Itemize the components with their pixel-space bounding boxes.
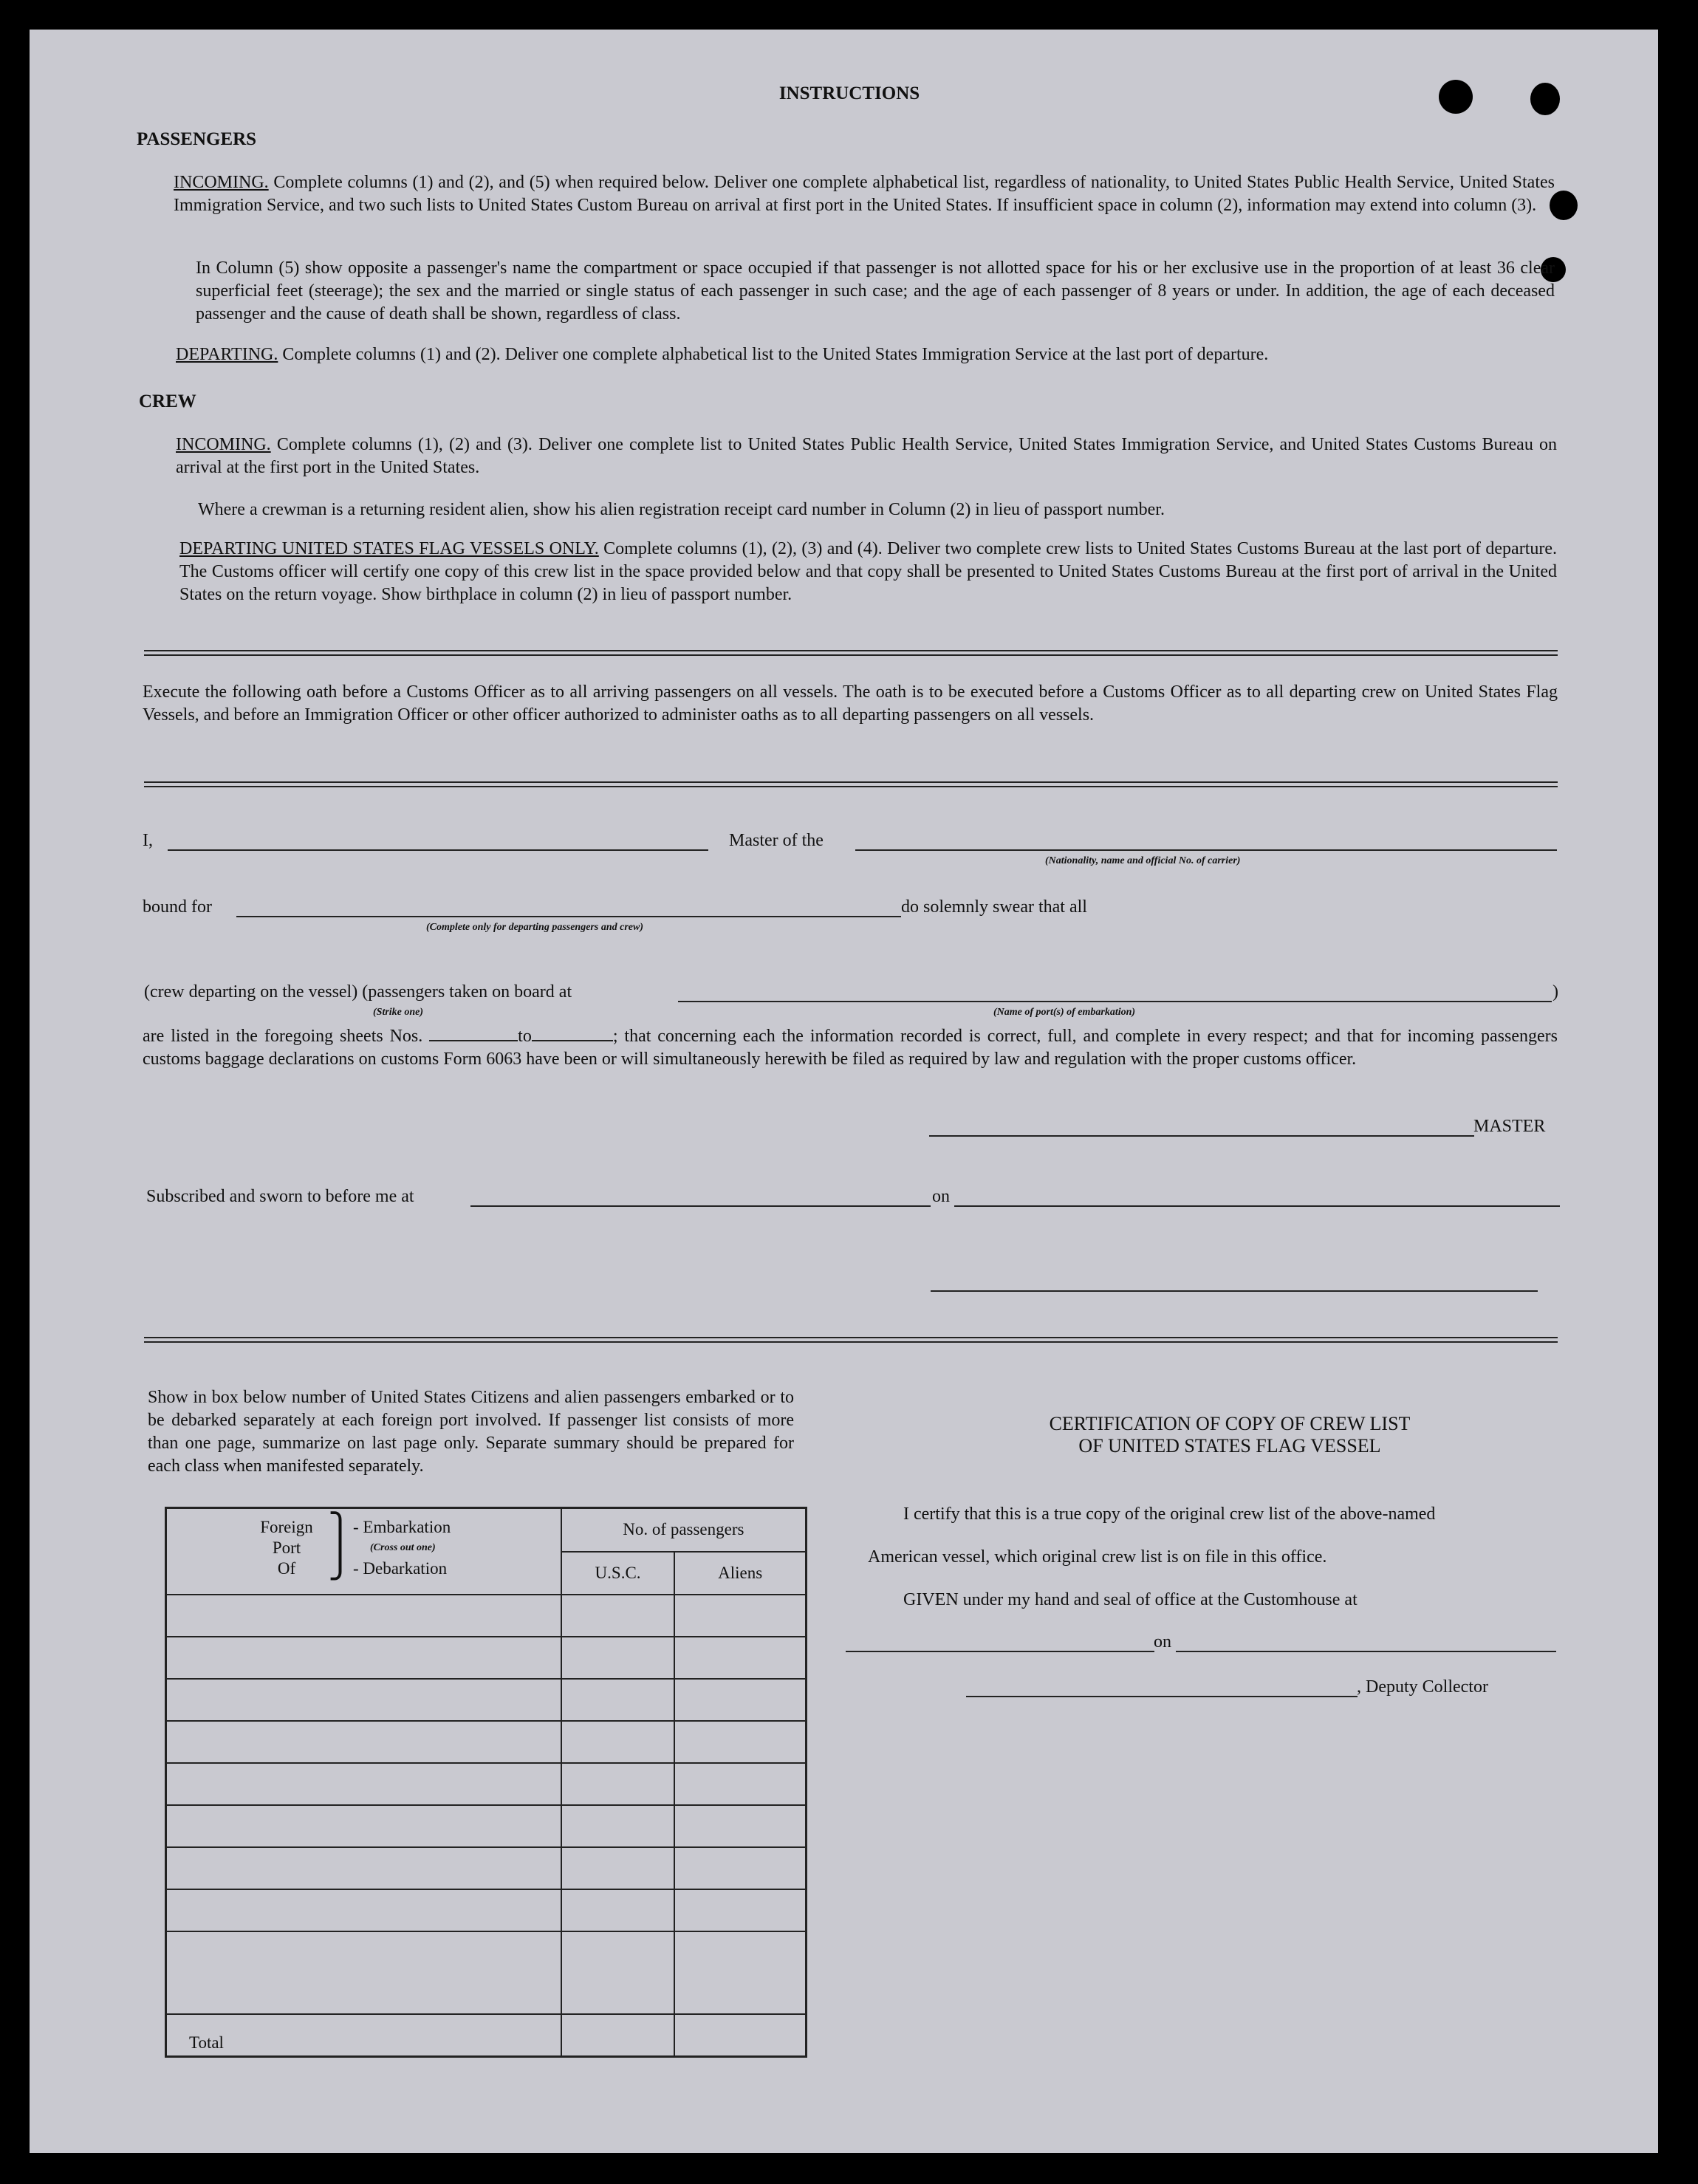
section-divider bbox=[144, 1337, 1558, 1343]
port-header-cell bbox=[166, 1508, 561, 1595]
table-row bbox=[166, 1721, 807, 1763]
brace-lower-icon: ⎭ bbox=[328, 1544, 352, 1580]
passengers-departing-paragraph bbox=[176, 343, 1557, 366]
cert-date-field[interactable] bbox=[1176, 1651, 1556, 1652]
sheet-to-field[interactable] bbox=[532, 1027, 613, 1041]
usc-cell[interactable] bbox=[561, 1763, 675, 1805]
master-label: MASTER bbox=[1473, 1117, 1546, 1136]
aliens-header: Aliens bbox=[674, 1552, 806, 1595]
master-of-label: Master of the bbox=[729, 831, 824, 850]
total-aliens-cell[interactable] bbox=[674, 2014, 806, 2057]
usc-cell[interactable] bbox=[561, 1679, 675, 1721]
certify-text-1: I certify that this is a true copy of the original crew list of the above-named bbox=[903, 1505, 1436, 1524]
crew-resident-paragraph: Where a crewman is a returning resident alien, show his alien registration receipt card number in Column (2) in lieu of passport number. bbox=[198, 500, 1165, 519]
total-row bbox=[166, 2014, 807, 2057]
table-header-row bbox=[166, 1508, 807, 1552]
to-label: to bbox=[518, 1027, 532, 1046]
port-cell[interactable] bbox=[166, 1763, 561, 1805]
usc-cell[interactable] bbox=[561, 1847, 675, 1889]
given-text: GIVEN under my hand and seal of office at the Customhouse at bbox=[903, 1590, 1358, 1609]
section-divider bbox=[144, 650, 1558, 656]
bound-for-label: bound for bbox=[143, 897, 212, 917]
usc-cell[interactable] bbox=[561, 1637, 675, 1679]
passenger-summary-table bbox=[165, 1507, 807, 2058]
port-cell[interactable] bbox=[166, 1889, 561, 1931]
usc-cell[interactable] bbox=[561, 1805, 675, 1847]
swear-text: do solemnly swear that all bbox=[901, 897, 1087, 917]
aliens-cell[interactable] bbox=[674, 1931, 806, 2014]
total-label: Total bbox=[189, 2033, 224, 2052]
debarkation-header: - Debarkation bbox=[353, 1559, 448, 1578]
passengers-incoming-label: INCOMING. bbox=[174, 173, 269, 192]
listed-paragraph bbox=[143, 1025, 1558, 1071]
passengers-column5-paragraph: In Column (5) show opposite a passenger's name the compartment or space occupied if that passenger is not allotted space for his or her exclusive use in the proportion of at least 36 clear superficial feet (steerage); the sex and the married or single status of each passenger in such case; and the age of each passenger of 8 years or under. In addition, the age of each deceased passenger and the cause of death shall be shown, regardless of class. bbox=[196, 259, 1555, 324]
port-header: Port bbox=[272, 1538, 301, 1557]
embarkation-port-field[interactable] bbox=[678, 1001, 1552, 1002]
listed-rest: ; that concerning each the information recorded is correct, full, and complete in every respect; and that for incoming passengers customs baggage declarations on customs Form 6063 have been or will simultaneously herewith be filed as required by law and regulation with the proper customs officer. bbox=[143, 1027, 1558, 1069]
cert-on-label: on bbox=[1154, 1632, 1171, 1651]
certification-title-2: OF UNITED STATES FLAG VESSEL bbox=[1078, 1435, 1381, 1456]
crew-departing-paragraph bbox=[179, 538, 1557, 606]
aliens-cell[interactable] bbox=[674, 1847, 806, 1889]
crew-departing-label: DEPARTING UNITED STATES FLAG VESSELS ONLY. bbox=[179, 539, 599, 558]
table-row bbox=[166, 1847, 807, 1889]
sworn-place-field[interactable] bbox=[470, 1205, 931, 1207]
passengers-departing-text: Complete columns (1) and (2). Deliver one complete alphabetical list to the United States Immigration Service at the last port of departure. bbox=[282, 345, 1269, 364]
usc-cell[interactable] bbox=[561, 1931, 675, 2014]
port-cell[interactable] bbox=[166, 1595, 561, 1637]
port-caption: (Name of port(s) of embarkation) bbox=[993, 1007, 1136, 1018]
table-row bbox=[166, 1595, 807, 1637]
usc-cell[interactable] bbox=[561, 1721, 675, 1763]
oath-i-label: I, bbox=[143, 831, 153, 850]
crew-heading: CREW bbox=[139, 391, 196, 411]
master-signature-field[interactable] bbox=[929, 1135, 1474, 1137]
passengers-heading: PASSENGERS bbox=[137, 129, 257, 149]
total-label-cell bbox=[166, 2014, 561, 2057]
master-name-field[interactable] bbox=[168, 849, 708, 851]
oath-instruction: Execute the following oath before a Customs Officer as to all arriving passengers on all vessels. The oath is to be executed before a Customs Officer as to all departing crew on United States Flag Vessels, and before an Immigration Officer or other officer authorized to administer oaths as to all departing passengers on all vessels. bbox=[143, 682, 1558, 725]
aliens-cell[interactable] bbox=[674, 1679, 806, 1721]
passengers-departing-label: DEPARTING. bbox=[176, 345, 278, 364]
deputy-collector-label: , Deputy Collector bbox=[1357, 1677, 1488, 1697]
usc-cell[interactable] bbox=[561, 1889, 675, 1931]
aliens-cell[interactable] bbox=[674, 1763, 806, 1805]
bound-for-field[interactable] bbox=[236, 916, 901, 917]
strike-caption: (Strike one) bbox=[373, 1007, 424, 1018]
aliens-cell[interactable] bbox=[674, 1721, 806, 1763]
embarkation-header: - Embarkation bbox=[353, 1518, 451, 1536]
nationality-caption: (Nationality, name and official No. of carrier) bbox=[1045, 855, 1241, 866]
aliens-cell[interactable] bbox=[674, 1889, 806, 1931]
passengers-incoming-paragraph bbox=[174, 171, 1555, 217]
table-row bbox=[166, 1763, 807, 1805]
brace-upper-icon: ⎫ bbox=[328, 1513, 352, 1549]
crew-departing-text: Complete columns (1), (2), (3) and (4). Deliver two complete crew lists to United States Customs Bureau at the last port of departure. The Customs officer will certify one copy of this crew list in the space provided below and that copy shall be presented to United States Customs Bureau at the first port of arrival in the United States on the return voyage. Show birthplace in column (2) in lieu of passport number. bbox=[179, 539, 1558, 604]
sworn-on-label: on bbox=[932, 1187, 950, 1206]
officer-signature-field[interactable] bbox=[931, 1290, 1538, 1292]
table-row bbox=[166, 1889, 807, 1931]
certification-title-1: CERTIFICATION OF COPY OF CREW LIST bbox=[1049, 1413, 1411, 1434]
port-cell[interactable] bbox=[166, 1805, 561, 1847]
document-page bbox=[30, 30, 1658, 2153]
summary-instruction: Show in box below number of United States Citizens and alien passengers embarked or to be debarked separately at each foreign port involved. If passenger list consists of more than one page, summarize on last page only. Separate summary should be prepared for each class when manifested separately. bbox=[148, 1388, 794, 1476]
of-header: Of bbox=[277, 1559, 296, 1578]
listed-label: are listed in the foregoing sheets Nos. bbox=[143, 1027, 423, 1046]
aliens-cell[interactable] bbox=[674, 1595, 806, 1637]
usc-header: U.S.C. bbox=[561, 1552, 675, 1595]
cross-out-caption: (Cross out one) bbox=[370, 1542, 436, 1553]
subscribed-label: Subscribed and sworn to before me at bbox=[146, 1187, 414, 1206]
table-row bbox=[166, 1805, 807, 1847]
customhouse-field[interactable] bbox=[846, 1651, 1154, 1652]
port-cell[interactable] bbox=[166, 1721, 561, 1763]
carrier-field[interactable] bbox=[855, 849, 1557, 851]
crew-incoming-paragraph bbox=[176, 434, 1557, 479]
port-cell[interactable] bbox=[166, 1679, 561, 1721]
close-paren: ) bbox=[1552, 982, 1558, 1002]
certify-text-2: American vessel, which original crew list is on file in this office. bbox=[868, 1547, 1327, 1567]
aliens-cell[interactable] bbox=[674, 1637, 806, 1679]
table-row bbox=[166, 1931, 807, 2014]
deputy-signature-field[interactable] bbox=[966, 1696, 1358, 1697]
port-cell[interactable] bbox=[166, 1637, 561, 1679]
port-cell[interactable] bbox=[166, 1847, 561, 1889]
no-passengers-header: No. of passengers bbox=[561, 1508, 807, 1552]
foreign-header: Foreign bbox=[260, 1518, 313, 1536]
sheet-from-field[interactable] bbox=[429, 1027, 518, 1041]
table-row bbox=[166, 1679, 807, 1721]
crew-incoming-text: Complete columns (1), (2) and (3). Deliver one complete list to United States Public Health Service, United States Immigration Service, and United States Customs Bureau on arrival at the first port in the United States. bbox=[176, 435, 1558, 477]
table-row bbox=[166, 1637, 807, 1679]
crew-passengers-label: (crew departing on the vessel) (passengers taken on board at bbox=[144, 982, 572, 1002]
crew-incoming-label: INCOMING. bbox=[176, 435, 271, 454]
bound-caption: (Complete only for departing passengers and crew) bbox=[426, 922, 643, 933]
aliens-cell[interactable] bbox=[674, 1805, 806, 1847]
total-usc-cell[interactable] bbox=[561, 2014, 675, 2057]
usc-cell[interactable] bbox=[561, 1595, 675, 1637]
sworn-date-field[interactable] bbox=[954, 1205, 1560, 1207]
port-cell[interactable] bbox=[166, 1931, 561, 2014]
passengers-incoming-text: Complete columns (1) and (2), and (5) when required below. Deliver one complete alphabetical list, regardless of nationality, to United States Public Health Service, United States Immigration Service, and two such lists to United States Custom Bureau on arrival at first port in the United States. If insufficient space in column (2), information may extend into column (3). bbox=[174, 173, 1555, 215]
page-title: INSTRUCTIONS bbox=[778, 83, 920, 103]
section-divider bbox=[144, 781, 1558, 787]
